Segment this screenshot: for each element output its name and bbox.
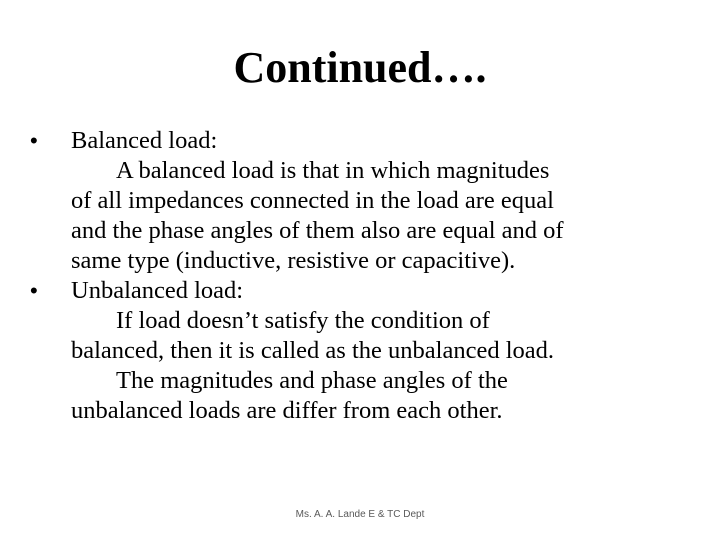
text-line: A balanced load is that in which magnitudes: [116, 157, 550, 184]
slide-body: [30, 126, 700, 426]
text-line: and the phase angles of them also are equal and of: [71, 217, 564, 244]
bullet-unbalanced-load: [30, 276, 700, 306]
text-line: balanced, then it is called as the unbalanced load.: [71, 337, 555, 364]
slide-footer: Ms. A. A. Lande E & TC Dept: [295, 509, 425, 520]
text-line: unbalanced loads are differ from each other.: [71, 397, 503, 424]
balanced-load-definition: [30, 156, 700, 276]
bullet-balanced-load: [30, 126, 700, 156]
text-line: The magnitudes and phase angles of the: [116, 367, 508, 394]
bullet-heading: Balanced load:: [71, 127, 218, 154]
unbalanced-load-description: [30, 366, 700, 426]
text-line: of all impedances connected in the load are equal: [71, 187, 554, 214]
slide-title: Continued….: [233, 43, 487, 92]
text-line: same type (inductive, resistive or capacitive).: [71, 247, 516, 274]
bullet-marker: •: [30, 278, 38, 303]
text-line: If load doesn’t satisfy the condition of: [116, 307, 490, 334]
bullet-marker: •: [30, 128, 38, 153]
unbalanced-load-definition: [30, 306, 700, 366]
bullet-heading: Unbalanced load:: [71, 277, 244, 304]
